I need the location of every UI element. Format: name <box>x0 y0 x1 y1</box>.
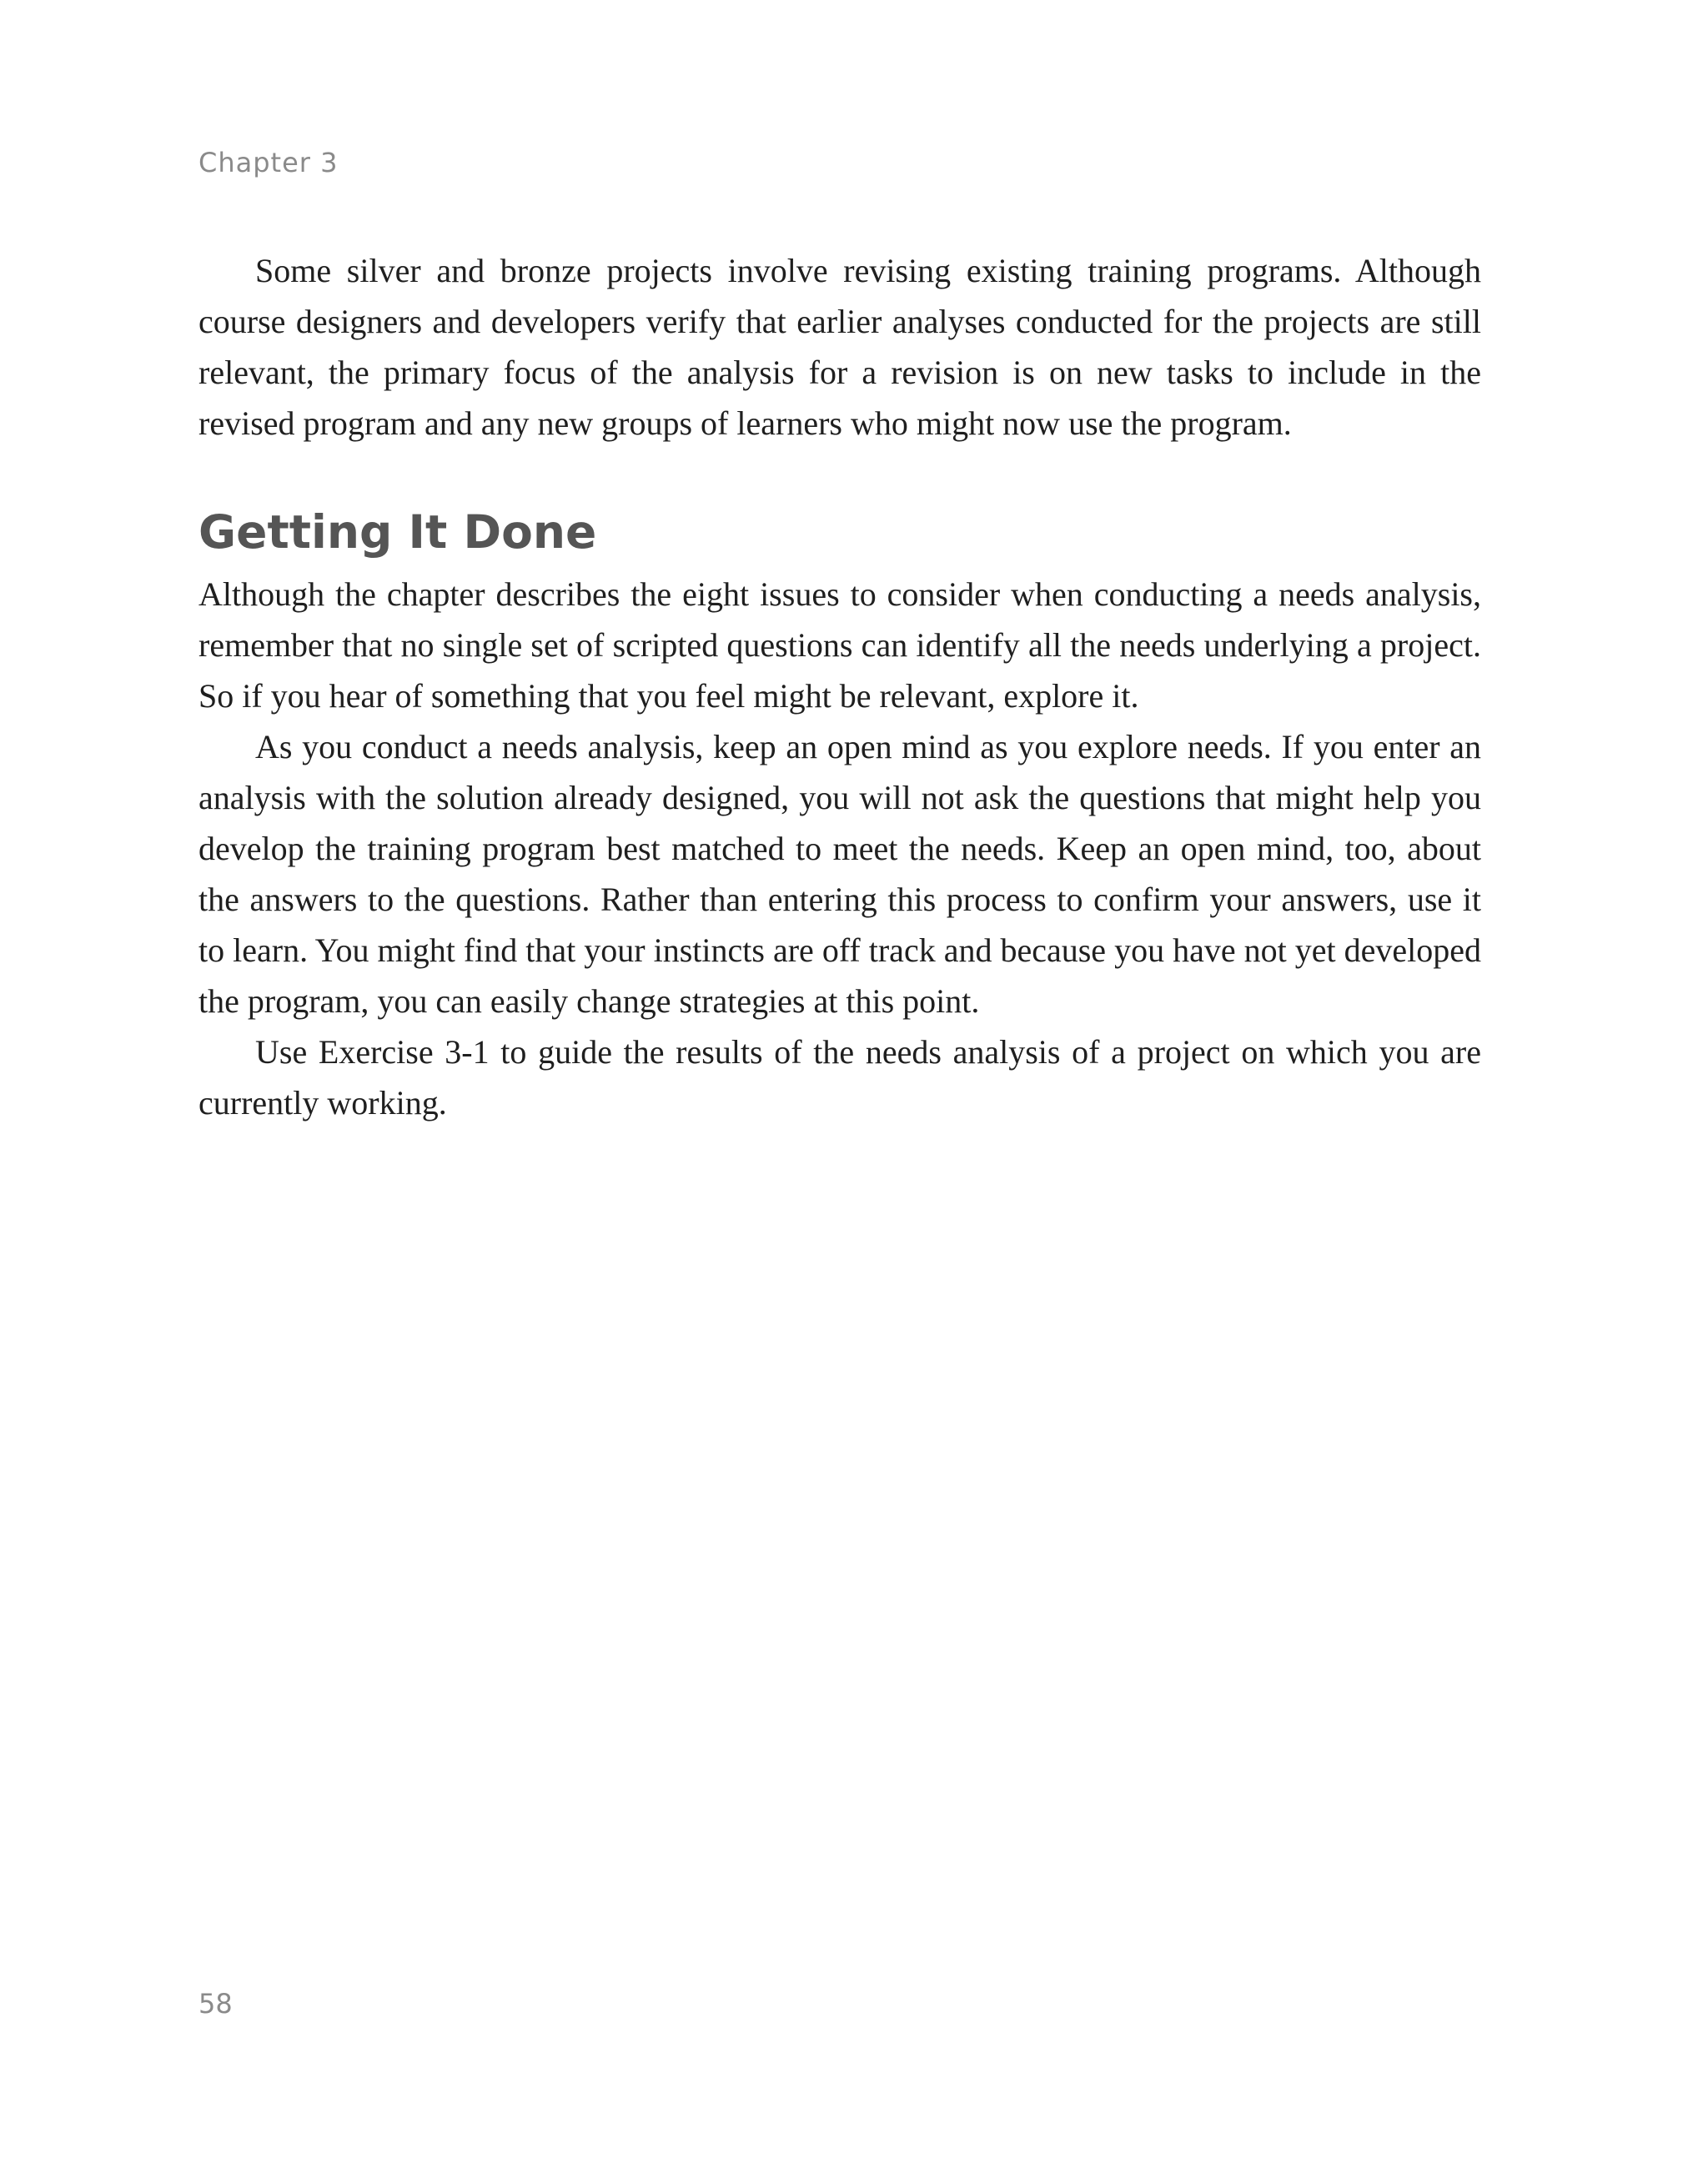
section-heading: Getting It Done <box>198 505 597 559</box>
page-number: 58 <box>198 1988 233 2020</box>
section-paragraph: Although the chapter describes the eight issues to consider when conducting a needs analysis, remember that no single set of scripted questions can identify all the needs underlying a project. So if you hear of something that you feel might be relevant, explore it. <box>198 575 1481 715</box>
section-paragraph: As you conduct a needs analysis, keep an open mind as you explore needs. If you enter an analysis with the solution already designed, you will not ask the questions that might help you develop the training program best matched to meet the needs. Keep an open mind, too, about the answers to the questions. Rather than entering this process to confirm your answers, use it to learn. You might find that your instincts are off track and because you have not yet developed the program, you can easily change strategies at this point. <box>198 728 1481 1020</box>
section-text <box>198 569 1481 1128</box>
intro-text <box>198 245 1481 449</box>
section-paragraph: Use Exercise 3-1 to guide the results of the needs analysis of a project on which you are currently working. <box>198 1033 1481 1122</box>
running-head: Chapter 3 <box>198 147 339 178</box>
intro-paragraph: Some silver and bronze projects involve revising existing training programs. Although course designers and developers verify that earlier analyses conducted for the projects are still relevant, the primary focus of the analysis for a revision is on new tasks to include in the revised program and any new groups of learners who might now use the program. <box>198 252 1481 442</box>
